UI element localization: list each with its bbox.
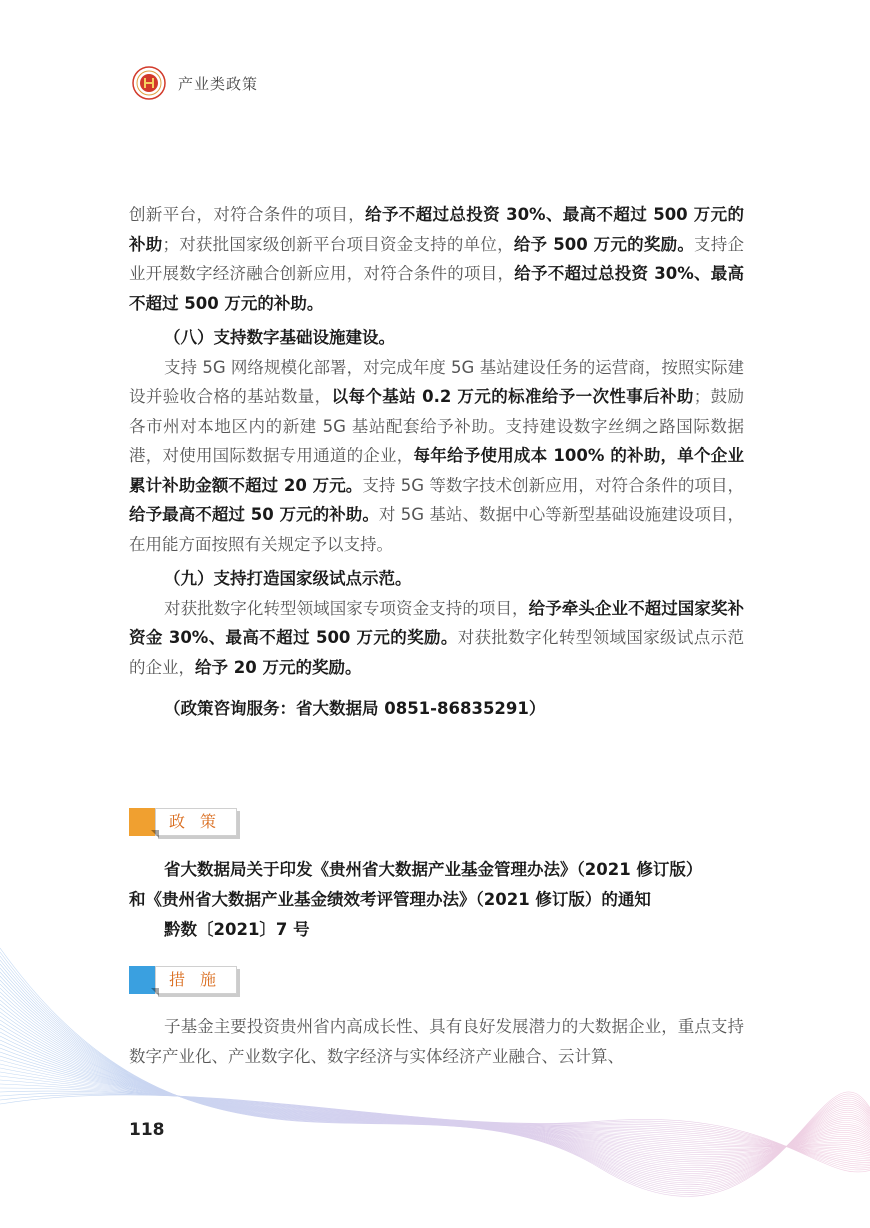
text-run: 对获批数字化转型领域国家专项资金支持的项目， [164,598,529,618]
text-run: ；鼓励各市州对本地区内的新建 5G 基站配套给予补助。支持建设数字丝绸之路国际数据港，对使用国际数据专用通道的企业， [129,387,745,465]
text-run-bold: 以每个基站 0.2 万元的标准给予一次性事后补助 [331,387,694,406]
emblem-icon [132,66,166,100]
notice-doc-number: 黔数〔2021〕7 号 [164,920,310,939]
text-run-bold: 给予不超过总投资 30%、最高不超过 500 万元的补助 [129,205,744,254]
paragraph-fund: 子基金主要投资贵州省内高成长性、具有良好发展潜力的大数据企业，重点支持数字产业化、产业数字化、数字经济与实体经济产业融合、云计算、 [129,1017,744,1066]
text-run-bold: 每年给予使用成本 100% 的补助，单个企业累计补助金额不超过 20 万元。 [129,446,744,495]
policy-tag [129,808,239,836]
text-run: ；对获批国家级创新平台项目资金支持的单位， [162,234,514,254]
page-header [132,66,258,100]
text-run: 对 5G 基站、数据中心等新型基础设施建设项目，在用能方面按照有关规定予以支持。 [129,505,745,554]
paragraph-pilot [129,594,744,683]
policy-content [129,200,744,740]
text-run: 支持 5G 网络规模化部署，对完成年度 5G 基站建设任务的运营商，按照实际建设并验收合格的基站数量， [129,357,744,406]
text-run-bold: 给予最高不超过 50 万元的补助。 [129,505,379,524]
notice-title [129,855,749,945]
consult-line: （政策咨询服务：省大数据局 0851-86835291） [164,699,546,718]
notice-line-2: 和《贵州省大数据产业基金绩效考评管理办法》（2021 修订版）的通知 [129,890,651,909]
text-run-bold: 给予 500 万元的奖励。 [513,234,695,254]
header-title: 产业类政策 [178,74,259,93]
paragraph-infrastructure [129,353,744,560]
text-run: 支持企业开展数字经济融合创新应用，对符合条件的项目， [129,234,745,283]
heading-nine: （九）支持打造国家级试点示范。 [164,569,412,588]
notice-line-1: 省大数据局关于印发《贵州省大数据产业基金管理办法》（2021 修订版） [164,860,703,879]
page-number: 118 [129,1120,165,1140]
paragraph-innovation [129,200,744,318]
tag-label: 政 策 [168,812,222,831]
text-run: 创新平台，对符合条件的项目， [129,205,366,224]
text-run: 对获批数字化转型领域国家级试点示范的企业， [129,628,745,677]
text-run-bold: 给予 20 万元的奖励。 [195,657,362,677]
text-run-bold: 给予不超过总投资 30%、最高不超过 500 万元的补助。 [129,264,744,313]
measure-tag [129,966,239,994]
text-run: 支持 5G 等数字技术创新应用，对符合条件的项目， [362,475,745,495]
text-run-bold: 给予牵头企业不超过国家奖补资金 30%、最高不超过 500 万元的奖励。 [129,598,745,647]
tag-label: 措 施 [168,970,222,989]
heading-eight: （八）支持数字基础设施建设。 [164,328,395,347]
